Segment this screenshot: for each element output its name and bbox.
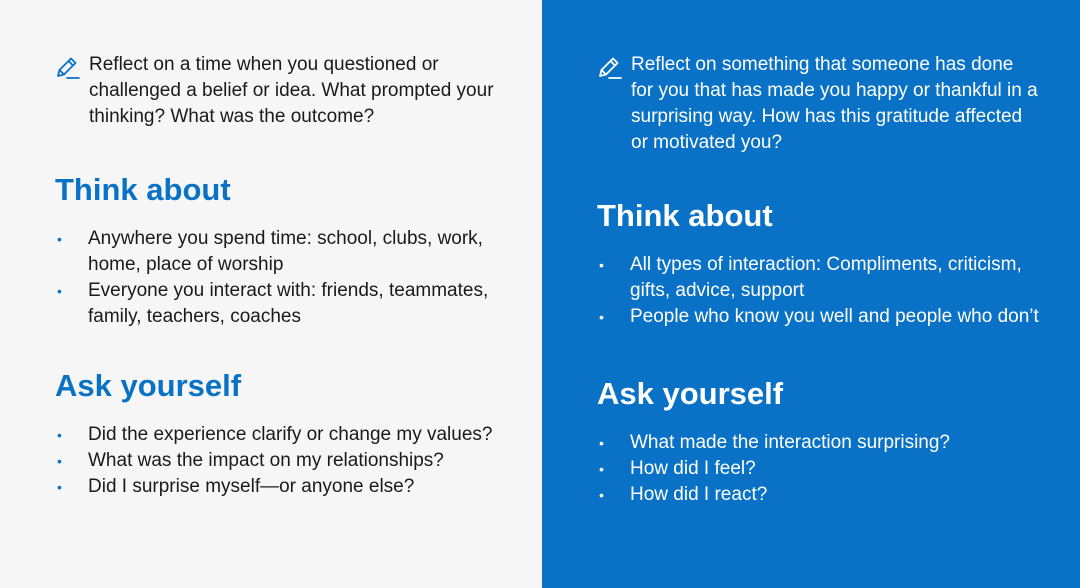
list-item: • What made the interaction surprising? [597,430,1040,456]
right-prompt [597,52,1040,156]
bullet-dot: • [57,427,62,443]
bullet-dot: • [599,309,604,325]
list-item: • How did I feel? [597,456,1040,482]
list-item: • All types of interaction: Compliments, criticism, gifts, advice, support [599,254,1022,301]
list-item: • Did I surprise myself—or anyone else? [55,474,502,500]
left-ask-list [55,422,502,500]
list-item: • What was the impact on my relationships? [55,448,502,474]
right-panel [542,0,1080,588]
list-item: • Did the experience clarify or change my values? [55,422,502,448]
right-prompt-text: Reflect on something that someone has done for you that has made you happy or thankful in a surprising way. How has this gratitude affected or motivated you? [631,54,1038,153]
bullet-dot: • [57,453,62,469]
right-think-list [597,252,1040,330]
pencil-icon [55,54,81,84]
right-think-heading: Think about [597,198,773,233]
list-item: • Everyone you interact with: friends, teammates, family, teachers, coaches [57,280,489,327]
bullet-dot: • [599,461,604,477]
bullet-dot: • [57,283,62,299]
list-item: • Anywhere you spend time: school, clubs, work, home, place of worship [57,228,483,275]
left-prompt-text: Reflect on a time when you questioned or challenged a belief or idea. What prompted your thinking? What was the outcome? [89,54,494,127]
left-think-list [55,226,502,330]
bullet-dot: • [599,257,604,273]
right-ask-list [597,430,1040,508]
bullet-dot: • [599,435,604,451]
list-item: • How did I react? [597,482,1040,508]
left-think-heading: Think about [55,172,231,207]
pencil-icon [597,54,623,84]
right-ask-heading: Ask yourself [597,376,784,411]
bullet-dot: • [57,479,62,495]
bullet-dot: • [57,231,62,247]
left-prompt [55,52,502,130]
bullet-dot: • [599,487,604,503]
left-ask-heading: Ask yourself [55,368,242,403]
list-item: • People who know you well and people who don’t [597,304,1040,330]
